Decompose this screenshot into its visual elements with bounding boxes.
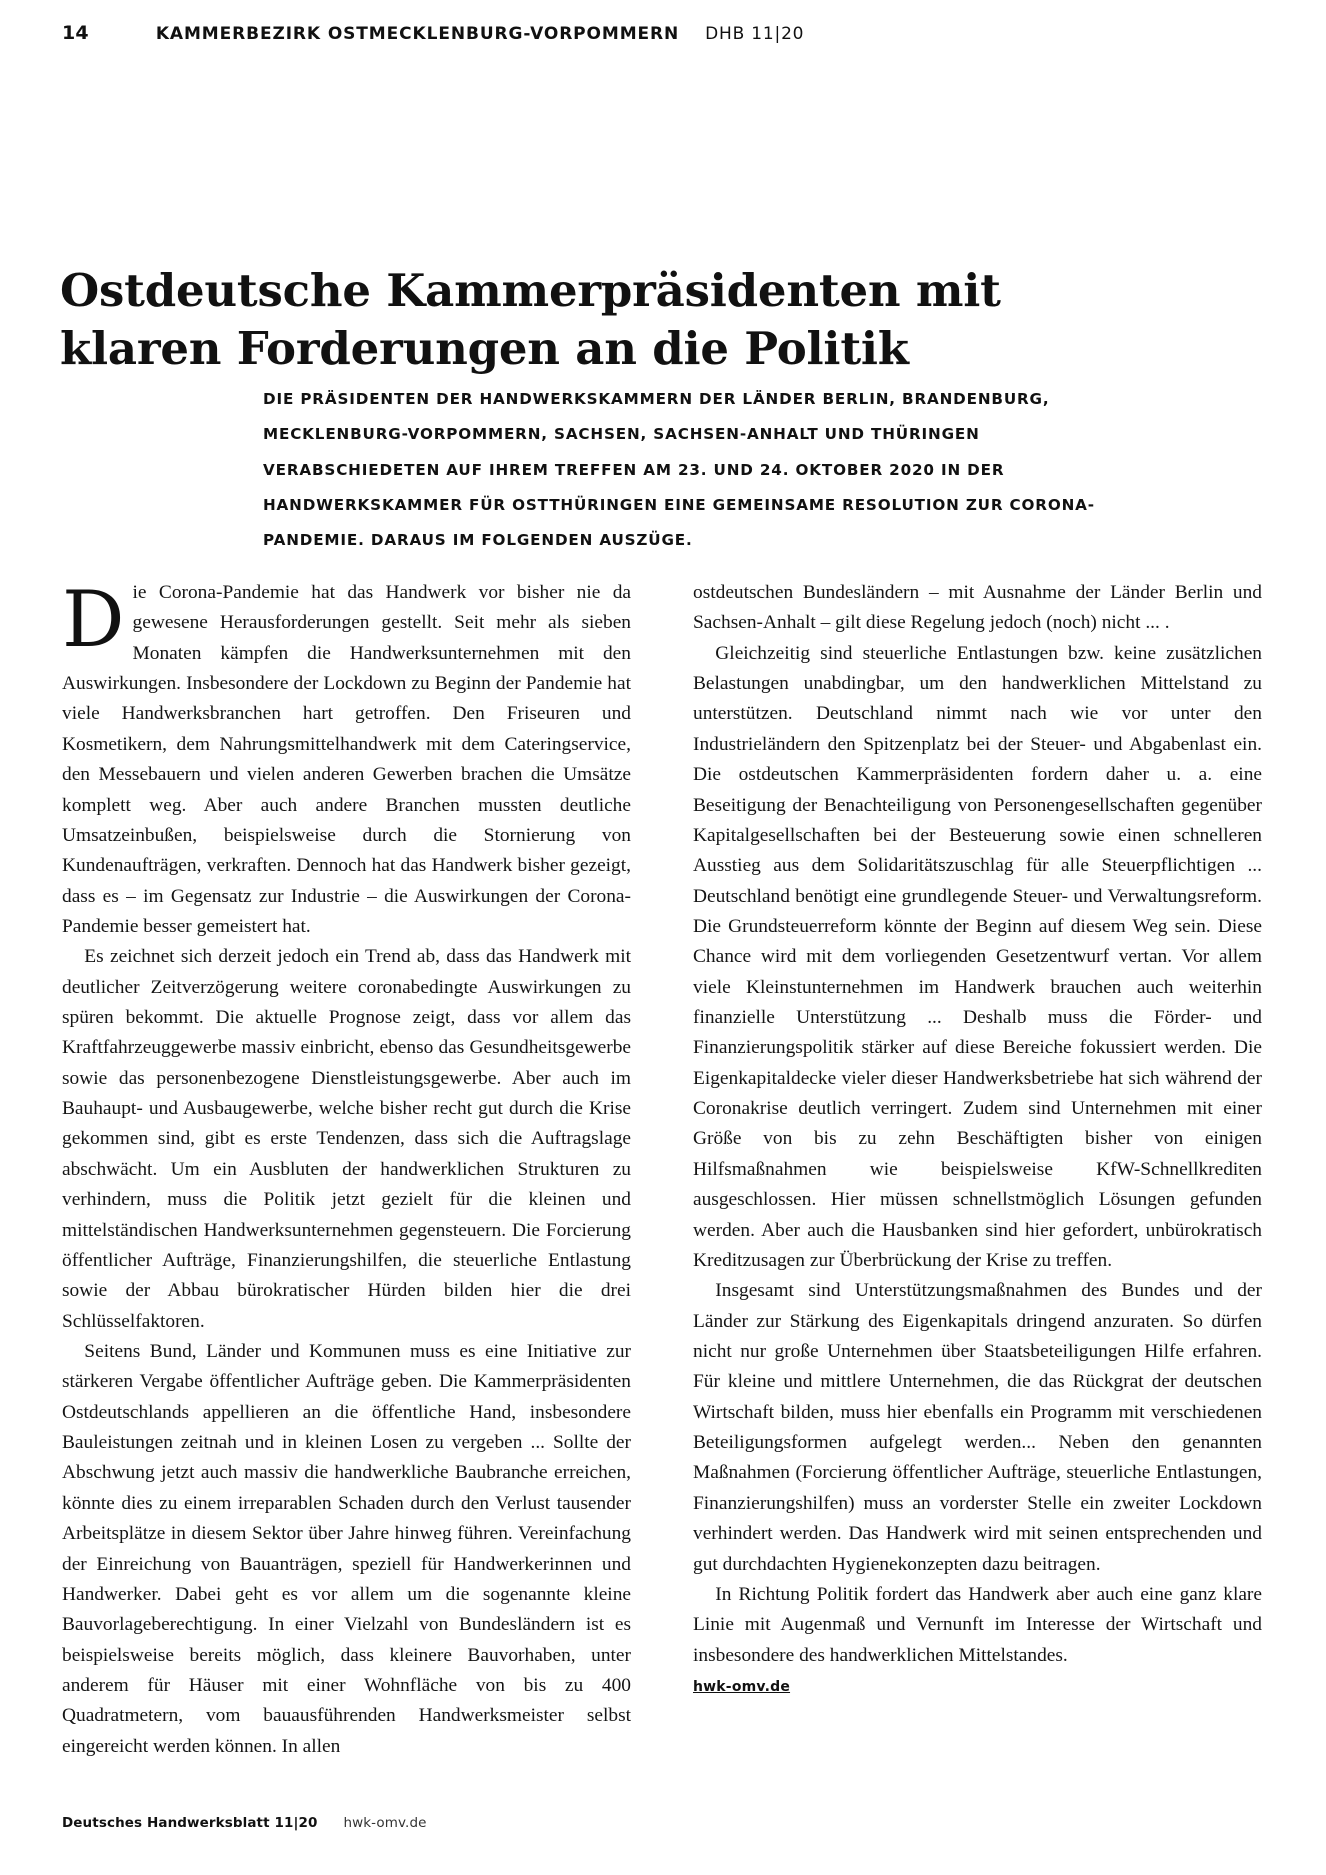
page-number: 14: [62, 22, 89, 44]
body-columns: [62, 575, 1262, 1778]
paragraph: Gleichzeitig sind steuerliche Entlastungen bzw. keine zusätzlichen Belastungen unabdingbar, um den handwerklichen Mittelstand zu unterstützen. Deutschland nimmt nach wie vor unter den Industrieländern den Spitzenplatz bei der Steuer- und Abgabenlast ein. Die ostdeutschen Kammerpräsidenten fordern daher u. a. eine Beseitigung der Benachteiligung von Personengesellschaften gegenüber Kapitalgesellschaften bei der Besteuerung sowie einen schnelleren Ausstieg aus dem Solidaritätszuschlag für alle Steuerpflichtigen ... Deutschland benötigt eine grundlegende Steuer- und Verwaltungsreform. Die Grundsteuerreform könnte der Beginn auf diesem Weg sein. Diese Chance wird mit dem vorliegenden Gesetzentwurf vertan. Vor allem viele Kleinstunternehmen im Handwerk brauchen auch weiterhin finanzielle Unterstützung ... Deshalb muss die Förder- und Finanzierungspolitik stärker auf diese Bereiche fokussiert werden. Die Eigenkapitaldecke vieler dieser Handwerksbetriebe hat sich während der Coronakrise deutlich verringert. Zudem sind Unternehmen mit einer Größe von bis zu zehn Beschäftigten bisher von einigen Hilfsmaßnahmen wie beispielsweise KfW-Schnellkrediten ausgeschlossen. Hier müssen schnellstmöglich Lösungen gefunden werden. Aber auch die Hausbanken sind hier gefordert, unbürokratisch Kreditzusagen zur Überbrückung der Krise zu treffen.: [693, 642, 1262, 1271]
column-left: [62, 575, 631, 1778]
paragraph: Es zeichnet sich derzeit jedoch ein Trend ab, dass das Handwerk mit deutlicher Zeitverzögerung weitere coronabedingte Auswirkungen zu spüren bekommt. Die aktuelle Prognose zeigt, dass vor allem das Kraftfahrzeuggewerbe massiv einbricht, ebenso das Gesundheitsgewerbe sowie das personenbezogene Dienstleistungsgewerbe. Aber auch im Bauhaupt- und Ausbaugewerbe, welche bisher recht gut durch die Krise gekommen sind, gibt es erste Tendenzen, dass sich die Auftragslage abschwächt. Um ein Ausbluten der handwerklichen Strukturen zu verhindern, muss die Politik jetzt gezielt für die kleinen und mittelständischen Handwerksunternehmen gegensteuern. Die Forcierung öffentlicher Aufträge, Finanzierungshilfen, die steuerliche Entlastung sowie der Abbau bürokratischer Hürden bilden hier die drei Schlüsselfaktoren.: [62, 946, 631, 1332]
footer-url[interactable]: hwk-omv.de: [343, 1815, 427, 1831]
headline-line-1: Ostdeutsche Kammerpräsidenten mit: [60, 264, 1001, 318]
page-title: [60, 262, 1120, 377]
paragraph: ostdeutschen Bundesländern – mit Ausnahme der Länder Berlin und Sachsen-Anhalt – gilt diese Regelung jedoch (noch) nicht ... .: [693, 582, 1262, 634]
paragraph: Seitens Bund, Länder und Kommunen muss es eine Initiative zur stärkeren Vergabe öffentlicher Aufträge geben. Die Kammerpräsidenten Ostdeutschlands appellieren an die öffentliche Hand, insbesondere Bauleistungen zeitnah und in kleinen Losen zu vergeben ... Sollte der Abschwung jetzt auch massiv die handwerkliche Baubranche erreichen, könnte dies zu einem irreparablen Schaden durch den Verlust tausender Arbeitsplätze in diesem Sektor über Jahre hinweg führen. Vereinfachung der Einreichung von Bauanträgen, speziell für Handwerkerinnen und Handwerker. Dabei geht es vor allem um die sogenannte kleine Bauvorlageberechtigung. In einer Vielzahl von Bundesländern ist es beispielsweise bereits möglich, dass kleinere Bauvorhaben, unter anderem für Häuser mit einer Wohnfläche von bis zu 400 Quadratmetern, vom bauausführenden Handwerksmeister selbst eingereicht werden können. In allen: [62, 1340, 631, 1757]
source-link[interactable]: hwk-omv.de: [693, 1678, 791, 1695]
column-right: [693, 578, 1262, 1778]
issue-label: DHB 11|20: [705, 24, 805, 44]
drop-cap: D: [62, 575, 125, 665]
publication-name: Deutsches Handwerksblatt 11|20: [62, 1815, 318, 1831]
standfirst: DIE PRÄSIDENTEN DER HANDWERKSKAMMERN DER LÄNDER BERLIN, BRANDENBURG, MECKLENBURG-VORPOMMERN, SACHSEN, SACHSEN-ANHALT UND THÜRINGEN VERABSCHIEDETEN AUF IHREM TREFFEN AM 23. UND 24. OKTOBER 2020 IN DER HANDWERKSKAMMER FÜR OSTTHÜRINGEN EINE GEMEINSAME RESOLUTION ZUR CORONA-PANDEMIE. DARAUS IM FOLGENDEN AUSZÜGE.: [263, 390, 1095, 550]
paragraph: Insgesamt sind Unterstützungsmaßnahmen des Bundes und der Länder zur Stärkung des Eigenkapitals dringend anzuraten. So dürfen nicht nur große Unternehmen über Staatsbeteiligungen Hilfe erfahren. Für kleine und mittlere Unternehmen, die das Rückgrat der deutschen Wirtschaft bilden, muss hier ebenfalls ein Programm mit verschiedenen Beteiligungsformen aufgelegt werden... Neben den genannten Maßnahmen (Forcierung öffentlicher Aufträge, steuerliche Entlastungen, Finanzierungshilfen) muss an vorderster Stelle ein zweiter Lockdown verhindert werden. Das Handwerk wird mit seinen entsprechenden und gut durchdachten Hygienekonzepten dazu beitragen.: [693, 1280, 1262, 1575]
page-footer: [62, 1815, 427, 1831]
paragraph: [62, 575, 631, 942]
paragraph-text: ie Corona-Pandemie hat das Handwerk vor bisher nie da gewesene Herausforderungen gestellt. Seit mehr als sieben Monaten kämpfen die Handwerksunternehmen mit den Auswirkungen. Insbesondere der Lockdown zu Beginn der Pandemie hat viele Handwerksbranchen hart getroffen. Den Friseuren und Kosmetikern, dem Nahrungsmittelhandwerk mit dem Cateringservice, den Messebauern und vielen anderen Gewerben brachen die Umsätze komplett weg. Aber auch andere Branchen mussten deutliche Umsatzeinbußen, beispielsweise durch die Stornierung von Kundenaufträgen, verkraften. Dennoch hat das Handwerk bisher gezeigt, dass es – im Gegensatz zur Industrie – die Auswirkungen der Corona-Pandemie besser gemeistert hat.: [62, 582, 631, 937]
chamber-district-label: KAMMERBEZIRK OSTMECKLENBURG-VORPOMMERN: [155, 24, 680, 44]
paragraph: In Richtung Politik fordert das Handwerk aber auch eine ganz klare Linie mit Augenmaß und Vernunft im Interesse der Wirtschaft und insbesondere des handwerklichen Mittelstandes.: [693, 1583, 1262, 1666]
headline-line-2: klaren Forderungen an die Politik: [60, 321, 909, 375]
running-head: [62, 22, 1262, 44]
